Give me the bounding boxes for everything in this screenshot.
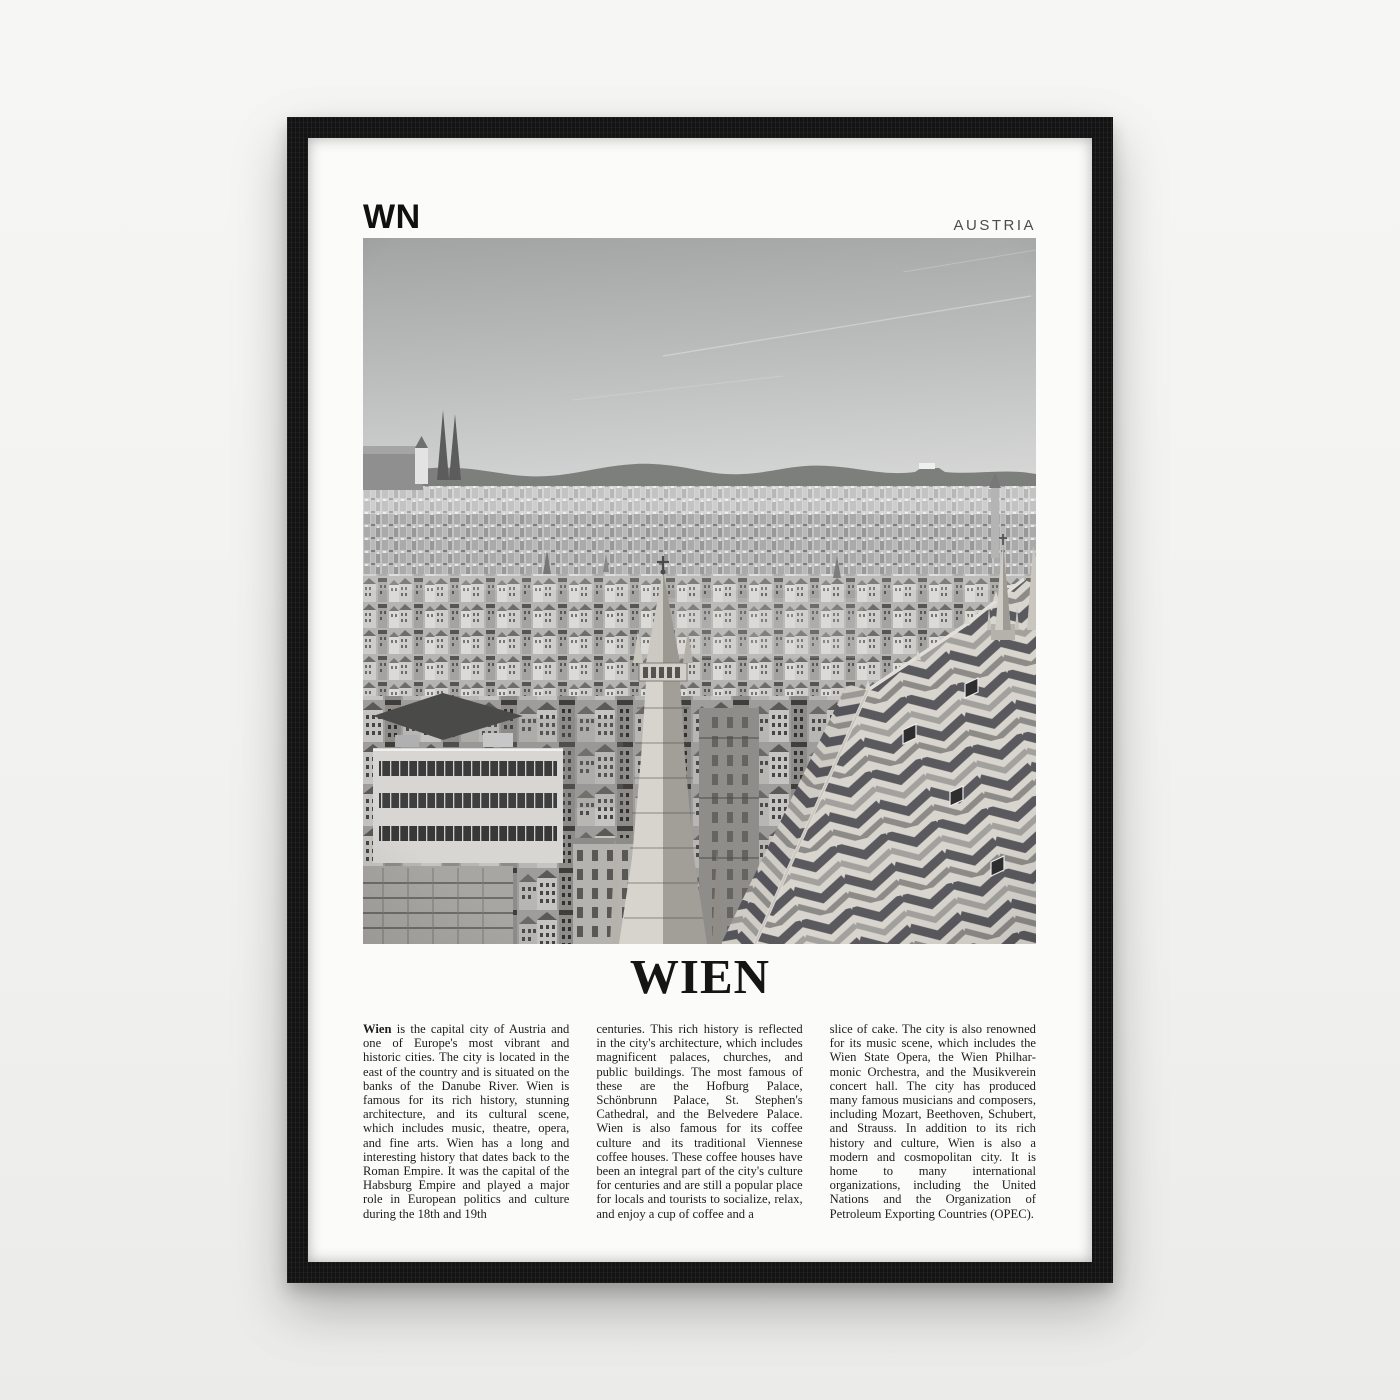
- lead-word: Wien: [363, 1022, 392, 1036]
- poster: [308, 138, 1092, 1262]
- brand-logo: WN: [363, 198, 421, 236]
- body-column-1-text: is the capital city of Austria and one of Europe's most vibrant and historic cities. The city is located in the east of the country and is situated on the banks of the Danube River. Wien is famous for its rich history, stunning architecture, and its cultural scene, which includes music, theatre, opera, and fine arts. Wien has a long and interesting history that dates back to the Roman Empire. It was the capital of the Habsburg Empire and played a major role in European politics and culture during the 18th and 19th: [363, 1022, 570, 1221]
- body-column-2-text: centuries. This rich history is reflected in the city's architecture, which includes magnificent palaces, churches, and public buildings. The most famous of these are the Hofburg Palace, Schönbrunn Palace, St. Stephen's Cathedral, and the Belvedere Palace. Wien is also famous for its coffee culture and its traditional Viennese coffee houses. These coffee houses have been an integral part of the city's culture for centuries and are still a popular place for locals and tourists to socialize, relax, and enjoy a cup of coffee and a: [596, 1022, 803, 1221]
- body-column-3: [830, 1022, 1036, 1221]
- body-column-3-text: slice of cake. The city is also renowned for its music scene, which includes the Wien State Opera, the Wien Philharmonic Orchestra, and the Musikverein concert hall. The city has produced many famous musicians and composers, including Mozart, Beethoven, Schubert, and Strauss. In addition to its rich history and culture, Wien is also a modern and cosmopolitan city. It is home to many international organizations, including the United Nations and the Organization of Petroleum Exporting Countries (OPEC).: [829, 1022, 1036, 1221]
- cityscape-illustration: [363, 238, 1036, 944]
- poster-title: WIEN: [629, 949, 771, 1004]
- country-label: AUSTRIA: [953, 216, 1036, 234]
- poster-frame: [287, 117, 1113, 1283]
- body-column-1: [363, 1022, 569, 1221]
- poster-header: [363, 194, 1036, 234]
- body-text: [363, 1022, 1036, 1221]
- body-column-2: [596, 1022, 802, 1221]
- cityscape-photo: [363, 238, 1036, 944]
